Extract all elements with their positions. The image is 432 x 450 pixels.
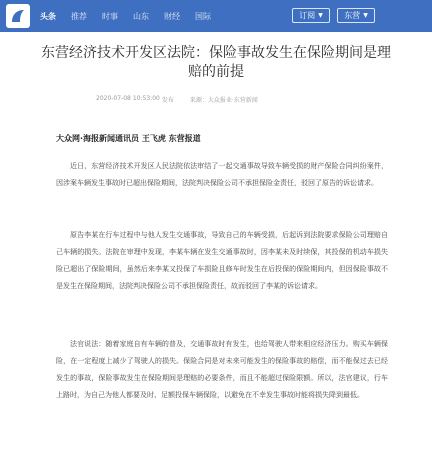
chevron-down-icon: ▼: [363, 11, 368, 19]
nav-item-shandong[interactable]: 山东: [133, 11, 149, 21]
nav-item-headlines[interactable]: 头条: [40, 11, 56, 21]
channel-nav: [40, 0, 226, 32]
nav-item-recommended[interactable]: 推荐: [71, 11, 87, 21]
nav-item-current-affairs[interactable]: 时事: [102, 11, 118, 21]
article-paragraph: 法官说法：随着家庭自有车辆的普及，交通事故时有发生，也给驾驶人带来相应经济压力。购买车辆保险，在一定程度上减少了驾驶人的损失。保险合同是对未来可能发生的保险事故的赔偿，而不能保过去已经发生的事故，保险事故发生在保险期间是理赔的必要条件，而且不能超过保险限额。所以，法官建议，行车上路时，为自己为他人都要及时、足额投保车辆保险，以避免在不幸发生事故时能将损失降到最低。: [56, 340, 388, 399]
article-title: 东营经济技术开发区法院：保险事故发生在保险期间是理赔的前提: [41, 45, 391, 80]
chevron-down-icon: ▼: [318, 11, 323, 19]
brand-logo-icon[interactable]: [6, 4, 30, 28]
nav-item-international[interactable]: 国际: [195, 11, 211, 21]
region-label: 东营: [344, 11, 361, 20]
publish-label: 发布: [161, 97, 174, 104]
article-paragraph: 原告李某在行车过程中与他人发生交通事故，导致自己的车辆受损，后起诉到法院要求保险公司理赔自己车辆的损失。法院在审理中发现，李某车辆在发生交通事故时，因李某未及时续保，其投保的机动车损失险已超出了保险期间，虽然后来李某又投保了车损险且修车时发生在后投保的保险期间内，但因保险事故不是发生在保险期间，法院判决保险公司不承担保险责任，故而驳回了李某的诉讼请求。: [56, 231, 388, 290]
publish-time: 10:53:00: [132, 95, 160, 102]
nav-item-finance[interactable]: 财经: [164, 11, 180, 21]
top-navigation-bar: [0, 0, 432, 32]
article-byline: 大众网·海报新闻通讯员 王飞虎 东营报道: [56, 134, 201, 143]
subscribe-label: 订阅: [299, 11, 316, 20]
article-meta: [96, 95, 396, 105]
article-paragraph: 近日，东营经济技术开发区人民法院依法审结了一起交通事故导致车辆受损的财产保险合同纠纷案件，因涉案车辆发生事故时已超出保险期间，法院判决保险公司不承担保险金责任，驳回了原告的诉讼请求。: [56, 162, 388, 187]
subscribe-dropdown[interactable]: [292, 8, 330, 23]
article-source: 来源：大众报业·东营新闻: [189, 97, 258, 104]
region-dropdown[interactable]: [337, 8, 375, 23]
publish-timestamp: [96, 95, 174, 105]
publish-date: 2020-07-08: [96, 95, 131, 102]
